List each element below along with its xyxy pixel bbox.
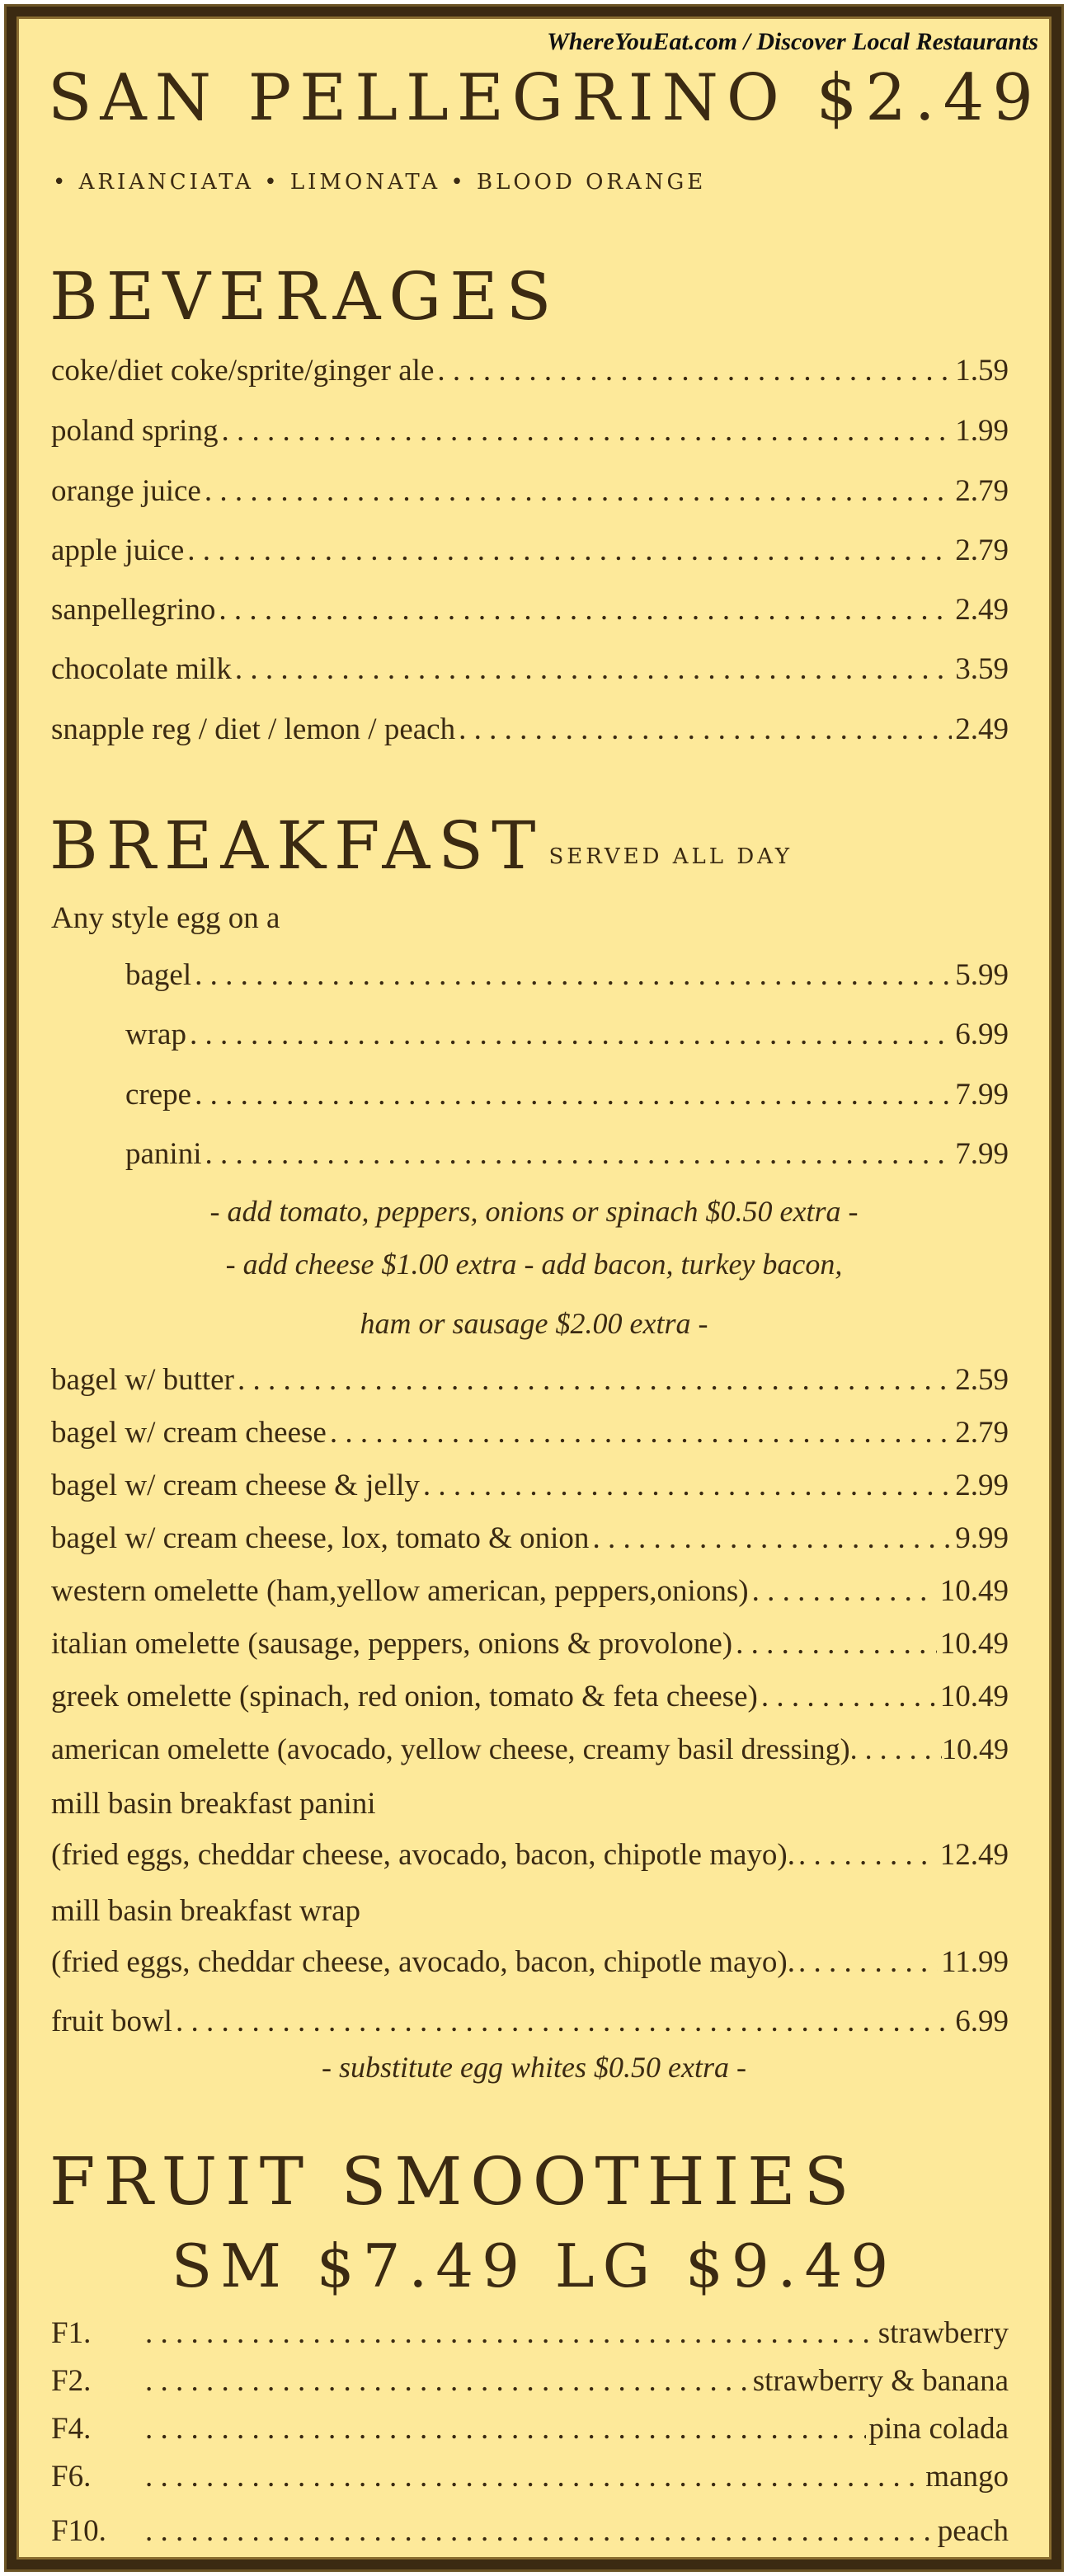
item-price: 11.99	[941, 1945, 1009, 1979]
leader-dots	[437, 355, 952, 388]
leader-dots	[736, 1628, 937, 1662]
menu-item	[51, 1733, 1009, 1766]
menu-item	[51, 415, 1009, 449]
leader-dots	[145, 2515, 934, 2549]
menu-item	[125, 1079, 1009, 1112]
wrap-title: mill basin breakfast wrap	[51, 1894, 361, 1928]
item-price: 1.59	[955, 354, 1009, 388]
item-price: 2.79	[955, 474, 1009, 508]
breakfast-title: BREAKFAST	[49, 807, 544, 884]
item-name: bagel w/ cream cheese	[51, 1416, 327, 1450]
item-name: bagel w/ butter	[51, 1363, 234, 1397]
item-name: bagel w/ cream cheese, lox, tomato & onion	[51, 1521, 590, 1555]
menu-item	[51, 1364, 1009, 1398]
menu-item	[125, 1138, 1009, 1172]
smoothie-item	[51, 2365, 1009, 2399]
fruit-smoothies-heading: FRUIT SMOOTHIES	[49, 2143, 858, 2220]
menu-item	[125, 959, 1009, 993]
smoothie-name: mango	[925, 2460, 1009, 2494]
item-name: orange juice	[51, 474, 201, 508]
menu-page	[7, 7, 1061, 2569]
item-price: 2.49	[955, 712, 1009, 746]
egg-intro: Any style egg on a	[51, 901, 280, 935]
item-name: sanpellegrino	[51, 593, 216, 627]
smoothie-code: F10.	[51, 2514, 106, 2548]
item-name: bagel w/ cream cheese & jelly	[51, 1469, 420, 1502]
leader-dots	[221, 415, 952, 449]
item-name: poland spring	[51, 414, 219, 448]
item-name: apple juice	[51, 534, 185, 567]
addon-note: - add tomato, peppers, onions or spinach $0.50 extra -	[209, 1195, 859, 1228]
menu-item	[51, 475, 1009, 509]
smoothie-code: F4.	[51, 2412, 92, 2446]
leader-dots	[238, 1364, 952, 1398]
item-price: 5.99	[955, 958, 1009, 992]
leader-dots	[219, 594, 952, 628]
smoothie-item	[51, 2461, 1009, 2494]
smoothie-item	[51, 2413, 1009, 2447]
item-name: western omelette (ham,yellow american, peppers,onions)	[51, 1574, 749, 1608]
leader-dots	[850, 1733, 942, 1766]
leader-dots	[190, 1018, 952, 1052]
item-price: 7.99	[955, 1078, 1009, 1112]
item-name: panini	[125, 1137, 202, 1171]
leader-dots	[798, 1946, 938, 1980]
item-price: 10.49	[942, 1732, 1009, 1765]
smoothie-item	[51, 2515, 1009, 2549]
smoothie-code: F6.	[51, 2460, 92, 2494]
item-name: (fried eggs, cheddar cheese, avocado, bacon, chipotle mayo).	[51, 1945, 795, 1979]
menu-item	[51, 1681, 1009, 1714]
leader-dots	[145, 2365, 750, 2399]
item-price: 1.99	[955, 414, 1009, 448]
menu-item	[51, 534, 1009, 568]
item-name: coke/diet coke/sprite/ginger ale	[51, 354, 435, 388]
leader-dots	[195, 959, 952, 993]
item-name: american omelette (avocado, yellow cheese, creamy basil dressing)	[51, 1732, 850, 1765]
served-all-day-label: SERVED ALL DAY	[548, 844, 793, 869]
leader-dots	[761, 1681, 937, 1714]
item-name: crepe	[125, 1078, 192, 1112]
menu-item	[51, 713, 1009, 747]
leader-dots	[205, 475, 952, 509]
leader-dots	[145, 2317, 875, 2351]
menu-item	[51, 1522, 1009, 1556]
smoothie-code: F1.	[51, 2316, 92, 2350]
smoothie-name: strawberry & banana	[752, 2364, 1009, 2398]
item-price: 10.49	[939, 1680, 1009, 1713]
menu-item	[51, 2005, 1009, 2039]
leader-dots	[423, 1469, 952, 1503]
panini-title: mill basin breakfast panini	[51, 1787, 376, 1821]
breakfast-heading	[49, 807, 793, 884]
leader-dots	[235, 653, 952, 687]
smoothie-name: strawberry	[877, 2316, 1009, 2350]
smoothie-item	[51, 2317, 1009, 2351]
menu-item	[51, 653, 1009, 687]
menu-item	[51, 1417, 1009, 1450]
item-name: wrap	[125, 1018, 186, 1051]
leader-dots	[459, 713, 952, 747]
leader-dots	[592, 1522, 952, 1556]
item-price: 9.99	[955, 1521, 1009, 1555]
menu-item	[51, 1628, 1009, 1662]
item-name: snapple reg / diet / lemon / peach	[51, 712, 456, 746]
leader-dots	[195, 1079, 952, 1112]
san-pellegrino-heading: SAN PELLEGRINO $2.49	[48, 61, 1042, 135]
smoothie-code: F2.	[51, 2364, 92, 2398]
leader-dots	[330, 1417, 952, 1450]
item-name: chocolate milk	[51, 652, 232, 686]
item-price: 2.79	[955, 1416, 1009, 1450]
leader-dots	[145, 2461, 922, 2494]
item-name: (fried eggs, cheddar cheese, avocado, bacon, chipotle mayo).	[51, 1838, 795, 1872]
leader-dots	[145, 2413, 866, 2447]
smoothie-name: pina colada	[868, 2412, 1009, 2446]
smoothie-name: peach	[937, 2514, 1009, 2548]
item-price: 7.99	[955, 1137, 1009, 1171]
menu-item	[51, 1575, 1009, 1609]
beverages-heading: BEVERAGES	[49, 258, 560, 335]
leader-dots	[187, 534, 952, 568]
item-price: 2.79	[955, 534, 1009, 567]
item-price: 2.59	[955, 1363, 1009, 1397]
menu-item	[51, 1839, 1009, 1873]
site-watermark[interactable]: WhereYouEat.com / Discover Local Restaurants	[547, 28, 1038, 55]
item-price: 6.99	[955, 2005, 1009, 2038]
leader-dots	[176, 2005, 952, 2039]
item-price: 6.99	[955, 1018, 1009, 1051]
addon-note: ham or sausage $2.00 extra -	[360, 1307, 708, 1340]
item-price: 10.49	[939, 1627, 1009, 1661]
san-pellegrino-flavors: • ARIANCIATA • LIMONATA • BLOOD ORANGE	[53, 170, 707, 195]
item-price: 2.49	[955, 593, 1009, 627]
addon-note: - add cheese $1.00 extra - add bacon, turkey bacon,	[225, 1248, 843, 1281]
item-name: greek omelette (spinach, red onion, tomato & feta cheese)	[51, 1680, 758, 1713]
menu-item	[125, 1018, 1009, 1052]
menu-item	[51, 1946, 1009, 1980]
item-price: 2.99	[955, 1469, 1009, 1502]
menu-item	[51, 1469, 1009, 1503]
item-name: italian omelette (sausage, peppers, onions & provolone)	[51, 1627, 733, 1661]
menu-item	[51, 594, 1009, 628]
leader-dots	[798, 1839, 937, 1873]
menu-item	[51, 355, 1009, 388]
item-price: 3.59	[955, 652, 1009, 686]
item-price: 12.49	[939, 1838, 1009, 1872]
leader-dots	[205, 1138, 952, 1172]
item-name: bagel	[125, 958, 192, 992]
leader-dots	[752, 1575, 937, 1609]
smoothie-prices: SM $7.49 LG $9.49	[171, 2231, 897, 2301]
egg-white-note: - substitute egg whites $0.50 extra -	[322, 2051, 746, 2084]
item-price: 10.49	[939, 1574, 1009, 1608]
item-name: fruit bowl	[51, 2005, 172, 2038]
